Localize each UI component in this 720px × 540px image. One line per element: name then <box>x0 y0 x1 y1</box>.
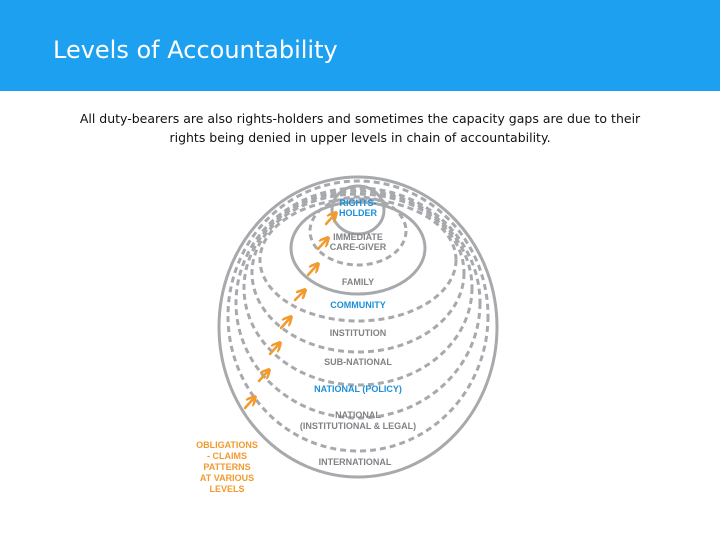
subtitle-line-2: rights being denied in upper levels in chain of accountability. <box>169 130 551 145</box>
obligations-line-3: PATTERNS <box>203 462 251 472</box>
arrow-up-right-icon <box>318 239 327 249</box>
label-rights-holder-1: RIGHTS- <box>339 198 377 208</box>
subtitle-line-1: All duty-bearers are also rights-holders and sometimes the capacity gaps are due to their <box>79 111 641 126</box>
circle-international <box>219 177 497 477</box>
label-rights-holder-2: HOLDER <box>339 208 377 218</box>
obligations-line-5: LEVELS <box>209 484 245 494</box>
label-institution: INSTITUTION <box>329 328 387 338</box>
arrow-up-right-icon <box>308 265 317 275</box>
arrow-up-right-icon <box>245 398 254 408</box>
arrow-up-right-icon <box>295 291 304 300</box>
arrow-up-right-icon <box>259 371 268 381</box>
label-national-policy: NATIONAL (POLICY) <box>314 384 402 394</box>
label-immediate-caregiver-2: CARE-GIVER <box>329 242 387 252</box>
obligations-line-4: AT VARIOUS <box>199 473 255 483</box>
label-immediate-caregiver-1: IMMEDIATE <box>333 232 383 242</box>
obligations-line-1: OBLIGATIONS <box>196 440 258 450</box>
arrow-up-right-icon <box>281 318 290 328</box>
slide-title: Levels of Accountability <box>53 36 338 64</box>
obligations-line-2: - CLAIMS <box>207 451 247 461</box>
label-family: FAMILY <box>341 277 375 287</box>
label-sub-national: SUB-NATIONAL <box>324 357 392 367</box>
label-international: INTERNATIONAL <box>318 457 392 467</box>
label-national-institutional-1: NATIONAL <box>335 410 381 420</box>
label-national-institutional-2: (INSTITUTIONAL & LEGAL) <box>299 421 417 431</box>
label-community: COMMUNITY <box>330 300 386 310</box>
